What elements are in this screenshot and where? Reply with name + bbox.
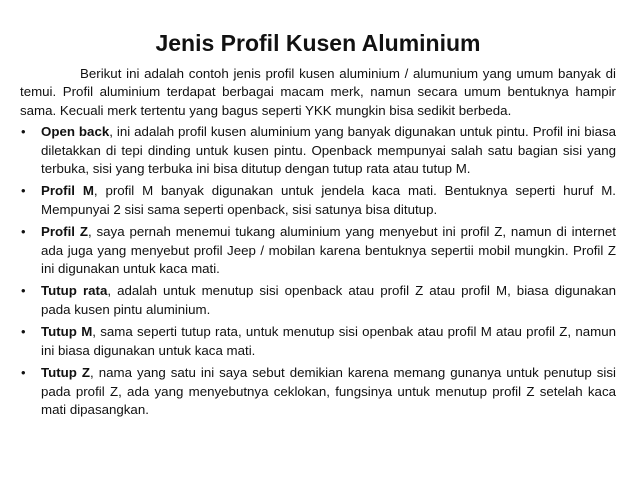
item-term: Tutup rata: [41, 283, 108, 299]
item-term: Tutup Z: [41, 365, 91, 381]
item-term: Profil M: [41, 183, 94, 199]
list-item-tutup-rata: [20, 282, 616, 319]
profile-list: [20, 123, 616, 419]
list-item-open-back: [20, 123, 616, 178]
item-text: , profil M banyak digunakan untuk jendela kaca mati. Bentuknya seperti huruf M. Mempunyai 2 sisi sama seperti openback, sisi satunya bisa ditutup.: [41, 183, 616, 217]
bullet-icon: •: [21, 224, 26, 240]
bullet-icon: •: [21, 324, 26, 340]
list-item-profil-m: [20, 182, 616, 219]
slide-title: Jenis Profil Kusen Aluminium: [155, 30, 481, 56]
bullet-icon: •: [21, 124, 26, 140]
item-text: , sama seperti tutup rata, untuk menutup sisi openbak atau profil M atau profil Z, namun ini biasa digunakan untuk kaca mati.: [41, 324, 616, 358]
bullet-icon: •: [21, 283, 26, 299]
list-item-tutup-z: [20, 364, 616, 419]
item-term: Open back: [41, 124, 110, 140]
item-term: Tutup M: [41, 324, 93, 340]
bullet-icon: •: [21, 183, 26, 199]
bullet-icon: •: [21, 365, 26, 381]
item-text: , ini adalah profil kusen aluminium yang banyak digunakan untuk pintu. Profil ini biasa diletakkan di tepi dinding untuk kusen pintu. Openback mempunyai salah satu bagian sisi yang terbuka, sisi yang terbuka ini bisa ditutup dengan tutup rata atau tutup M.: [41, 124, 617, 177]
item-term: Profil Z: [41, 224, 88, 240]
item-text: , adalah untuk menutup sisi openback atau profil Z atau profil M, biasa digunakan pada kusen pintu aluminium.: [41, 283, 616, 317]
intro-paragraph: Berikut ini adalah contoh jenis profil kusen aluminium / alumunium yang umum banyak di temui. Profil aluminium terdapat berbagai macam merk, namun secara umum bentuknya hampir sama. Kecuali merk tertentu yang bagus seperti YKK mungkin bisa sedikit berbeda.: [20, 66, 616, 118]
item-text: , nama yang satu ini saya sebut demikian karena memang gunanya untuk penutup sisi pada profil Z, ada yang menyebutnya ceklokan, fungsinya untuk menutup profil Z setelah kaca mati dipasangkan.: [41, 365, 616, 417]
list-item-tutup-m: [20, 323, 616, 360]
list-item-profil-z: [20, 223, 616, 278]
item-text: , saya pernah menemui tukang aluminium yang menyebut ini profil Z, namun di internet ada juga yang menyebut profil Jeep / mobilan karena bentuknya sepertii mobil mungkin. Profil Z ini digunakan untuk kaca mati.: [41, 224, 616, 277]
